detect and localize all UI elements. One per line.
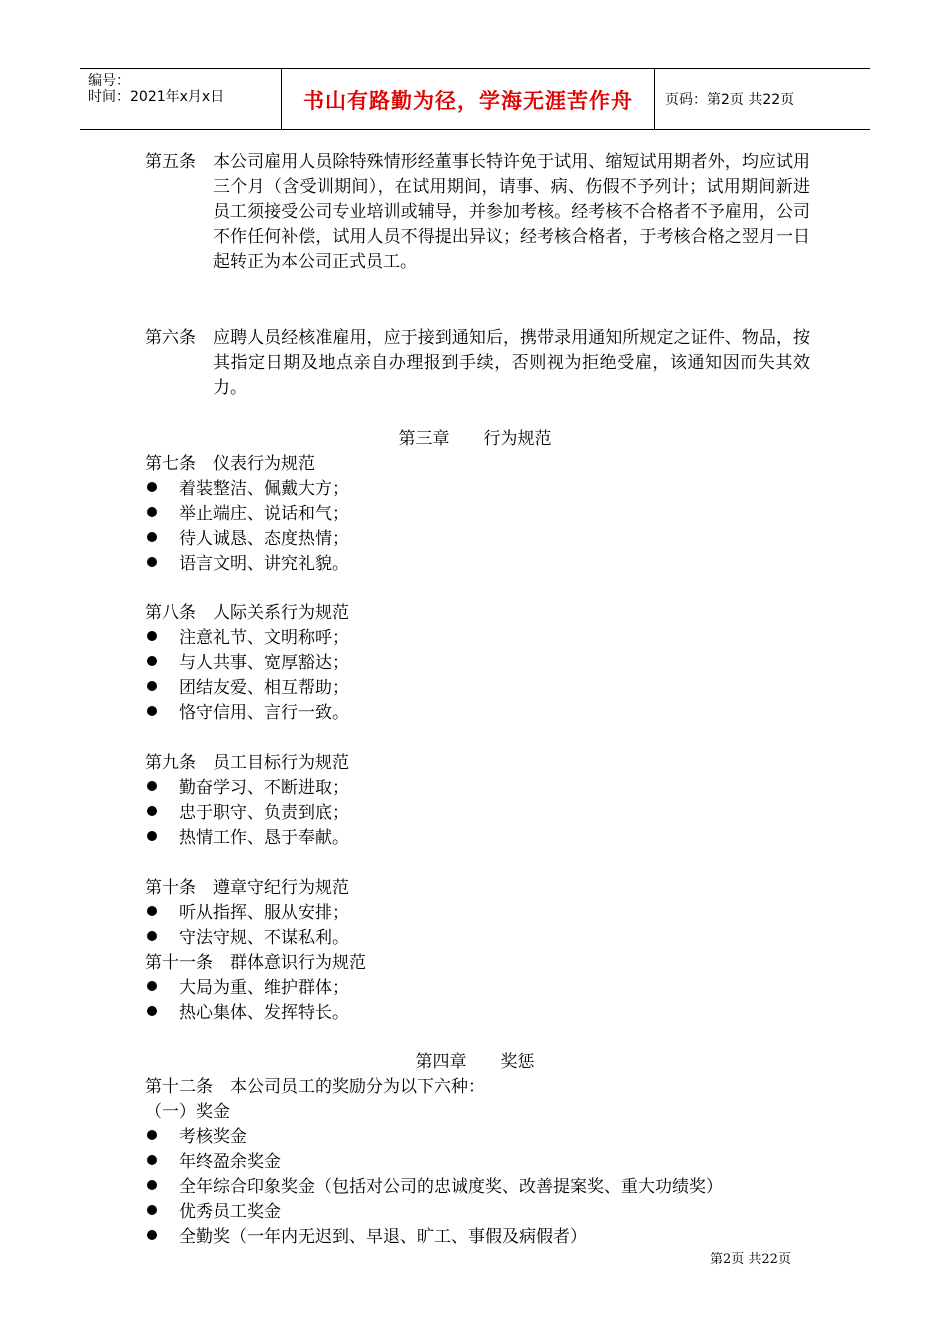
- bullet-icon: [147, 507, 157, 517]
- list-item: 勤奋学习、不断进取；: [145, 776, 349, 801]
- bullet-icon: [147, 781, 157, 791]
- bullet-icon: [147, 532, 157, 542]
- bullet-icon: [147, 631, 157, 641]
- header-meta: [80, 69, 282, 129]
- bullet-icon: [147, 906, 157, 916]
- chapter-3-heading: 第三章 行为规范: [398, 429, 552, 449]
- article-6-label: 第六条: [145, 328, 196, 348]
- list-item: 语言文明、讲究礼貌。: [145, 552, 349, 577]
- list-item: 与人共事、宽厚豁达；: [145, 651, 349, 676]
- bullet-icon: [147, 981, 157, 991]
- bullet-icon: [147, 931, 157, 941]
- list-item: 考核奖金: [145, 1125, 247, 1150]
- list-item: 全勤奖（一年内无迟到、早退、旷工、事假及病假者）: [145, 1225, 587, 1250]
- list-item: 恪守信用、言行一致。: [145, 701, 349, 726]
- bullet-icon: [147, 681, 157, 691]
- list-item: 年终盈余奖金: [145, 1150, 281, 1175]
- list-item: 待人诚恳、态度热情；: [145, 527, 349, 552]
- header-motto: [282, 69, 655, 129]
- bullet-icon: [147, 557, 157, 567]
- article-8-title: 第八条 人际关系行为规范: [145, 603, 349, 623]
- article-6-text: 应聘人员经核准雇用，应于接到通知后，携带录用通知所规定之证件、物品，按其指定日期及地点亲自办理报到手续，否则视为拒绝受雇，该通知因而失其效力。: [213, 328, 810, 398]
- bullet-icon: [147, 656, 157, 666]
- list-item: 热心集体、发挥特长。: [145, 1001, 349, 1026]
- bullet-icon: [147, 1180, 157, 1190]
- motto-text: 书山有路勤为径，学海无涯苦作舟: [303, 89, 633, 113]
- article-11-title: 第十一条 群体意识行为规范: [145, 953, 366, 973]
- chapter-4-heading: 第四章 奖惩: [415, 1052, 535, 1072]
- bullet-icon: [147, 1155, 157, 1165]
- list-item: 大局为重、维护群体；: [145, 976, 349, 1001]
- page-info-text: 页码：第2页 共22页: [665, 92, 795, 108]
- bullet-icon: [147, 706, 157, 716]
- list-item: 举止端庄、说话和气；: [145, 502, 349, 527]
- article-6: [145, 326, 810, 401]
- bullet-icon: [147, 806, 157, 816]
- article-10-title: 第十条 遵章守纪行为规范: [145, 878, 349, 898]
- header-page-info: [655, 69, 870, 129]
- list-item: 守法守规、不谋私利。: [145, 926, 349, 951]
- page-footer: 第2页 共22页: [710, 1252, 791, 1267]
- article-7-title: 第七条 仪表行为规范: [145, 454, 315, 474]
- article-5-label: 第五条: [145, 152, 196, 172]
- document-time-label: 时间：2021年x月x日: [88, 89, 225, 105]
- list-item: 听从指挥、服从安排；: [145, 901, 349, 926]
- list-item: 热情工作、恳于奉献。: [145, 826, 349, 851]
- article-9-title: 第九条 员工目标行为规范: [145, 753, 349, 773]
- bullet-icon: [147, 831, 157, 841]
- list-item: 着装整洁、佩戴大方；: [145, 477, 349, 502]
- subsection-bonus: （一）奖金: [145, 1102, 230, 1122]
- article-12-title: 第十二条 本公司员工的奖励分为以下六种：: [145, 1077, 485, 1097]
- list-item: 团结友爱、相互帮助；: [145, 676, 349, 701]
- list-item: 优秀员工奖金: [145, 1200, 281, 1225]
- list-item: 忠于职守、负责到底；: [145, 801, 349, 826]
- bullet-icon: [147, 482, 157, 492]
- list-item: 全年综合印象奖金（包括对公司的忠诚度奖、改善提案奖、重大功绩奖）: [145, 1175, 723, 1200]
- document-number-label: 编号：: [88, 73, 130, 89]
- bullet-icon: [147, 1130, 157, 1140]
- page-header: [80, 68, 870, 130]
- list-item: 注意礼节、文明称呼；: [145, 626, 349, 651]
- article-5: [145, 150, 810, 275]
- bullet-icon: [147, 1230, 157, 1240]
- article-5-text: 本公司雇用人员除特殊情形经董事长特许免于试用、缩短试用期者外，均应试用三个月（含受训期间），在试用期间，请事、病、伤假不予列计；试用期间新进员工须接受公司专业培训或辅导，并参加考核。经考核不合格者不予雇用，公司不作任何补偿，试用人员不得提出异议；经考核合格者，于考核合格之翌月一日起转正为本公司正式员工。: [213, 152, 810, 272]
- bullet-icon: [147, 1006, 157, 1016]
- bullet-icon: [147, 1205, 157, 1215]
